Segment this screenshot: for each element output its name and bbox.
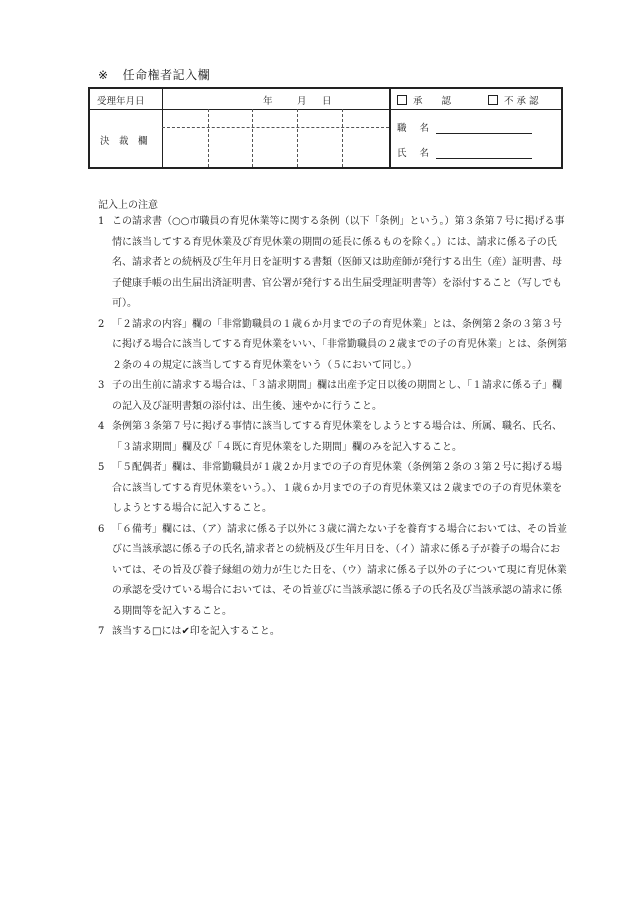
note-item bbox=[98, 458, 568, 520]
decision-label: 決 裁 欄 bbox=[100, 136, 148, 147]
note-text: 条例第３条第７号に掲げる事情に該当してする育児休業をしようとする場合は、所属、職名、氏名、「３請求期間」欄及び「４既に育児休業をした期間」欄のみを記入すること。 bbox=[112, 421, 562, 453]
name-field[interactable] bbox=[436, 148, 532, 159]
disapprove-option[interactable] bbox=[488, 93, 539, 107]
note-item bbox=[98, 315, 568, 377]
approve-option[interactable] bbox=[397, 93, 451, 107]
name-row bbox=[397, 145, 532, 159]
position-field[interactable] bbox=[436, 123, 532, 134]
approval-table bbox=[88, 87, 563, 169]
approve-label: 承 認 bbox=[413, 96, 452, 107]
position-row bbox=[397, 120, 532, 134]
note-item bbox=[98, 212, 568, 315]
notes-list bbox=[98, 212, 568, 643]
note-text: 該当する□には✔印を記入すること。 bbox=[112, 626, 280, 637]
position-label: 職 名 bbox=[397, 123, 435, 134]
note-number: 1 bbox=[98, 216, 105, 227]
note-number: 6 bbox=[98, 523, 105, 535]
reference-mark: ※ bbox=[98, 68, 109, 82]
year-label: 年 bbox=[263, 96, 273, 107]
section-heading-text: 任命権者記入欄 bbox=[122, 68, 211, 82]
note-number: 7 bbox=[98, 626, 105, 637]
note-text: 「６備考」欄には、（ア）請求に係る子以外に３歳に満たない子を養育する場合においては、その旨並びに当該承認に係る子の氏名,請求者との続柄及び生年月日を、（イ）請求に係る子が養子の場合においては、その旨及び養子縁組の効力が生じた日を、（ウ）請求に係る子以外の子について現に育児休業の承認を受けている場合においては、その旨並びに当該承認に係る子の氏名及び当該承認の請求に係る期間等を記入すること。 bbox=[112, 523, 567, 617]
note-text: 子の出生前に請求する場合は、「３請求期間」欄は出産予定日以後の期間とし、「１請求に係る子」欄の記入及び証明書類の添付は、出生後、速やかに行うこと。 bbox=[112, 380, 562, 412]
name-label: 氏 名 bbox=[397, 148, 435, 159]
disapprove-label: 不 承 認 bbox=[504, 96, 539, 107]
note-item bbox=[98, 417, 568, 458]
note-text: 「２請求の内容」欄の「非常勤職員の１歳６か月までの子の育児休業」とは、条例第２条の３第３号に掲げる場合に該当してする育児休業をいい、「非常勤職員の２歳までの子の育児休業」とは、条例第２条の４の規定に該当してする育児休業をいう（５において同じ。） bbox=[112, 318, 567, 371]
note-item bbox=[98, 376, 568, 417]
note-number: 4 bbox=[98, 421, 105, 432]
day-label: 日 bbox=[322, 96, 332, 107]
note-text: この請求書（○○市職員の育児休業等に関する条例（以下「条例」という。）第３条第７号に掲げる事情に該当してする育児休業及び育児休業の期間の延長に係るものを除く。）には、請求に係る子の氏名、請求者との続柄及び生年月日を証明する書類（医師又は助産師が発行する出生（産）証明書、母子健康手帳の出生届出済証明書、官公署が発行する出生届受理証明書等）を添付すること（写しでも可）。 bbox=[112, 216, 565, 309]
note-number: 5 bbox=[98, 462, 105, 473]
note-number: 2 bbox=[98, 318, 105, 330]
note-item bbox=[98, 622, 568, 643]
note-number: 3 bbox=[98, 380, 105, 391]
receipt-date-label: 受理年月日 bbox=[97, 96, 145, 107]
note-item bbox=[98, 520, 568, 623]
month-label: 月 bbox=[297, 96, 307, 107]
note-text: 「５配偶者」欄は、非常勤職員が１歳２か月までの子の育児休業（条例第２条の３第２号に掲げる場合に該当してする育児休業をいう。）、１歳６か月までの子の育児休業又は２歳までの子の育児休業をしようとする場合に記入すること。 bbox=[112, 462, 562, 514]
approve-checkbox[interactable] bbox=[397, 95, 407, 105]
disapprove-checkbox[interactable] bbox=[488, 95, 498, 105]
notes-title: 記入上の注意 bbox=[98, 200, 158, 211]
section-heading bbox=[98, 66, 210, 83]
